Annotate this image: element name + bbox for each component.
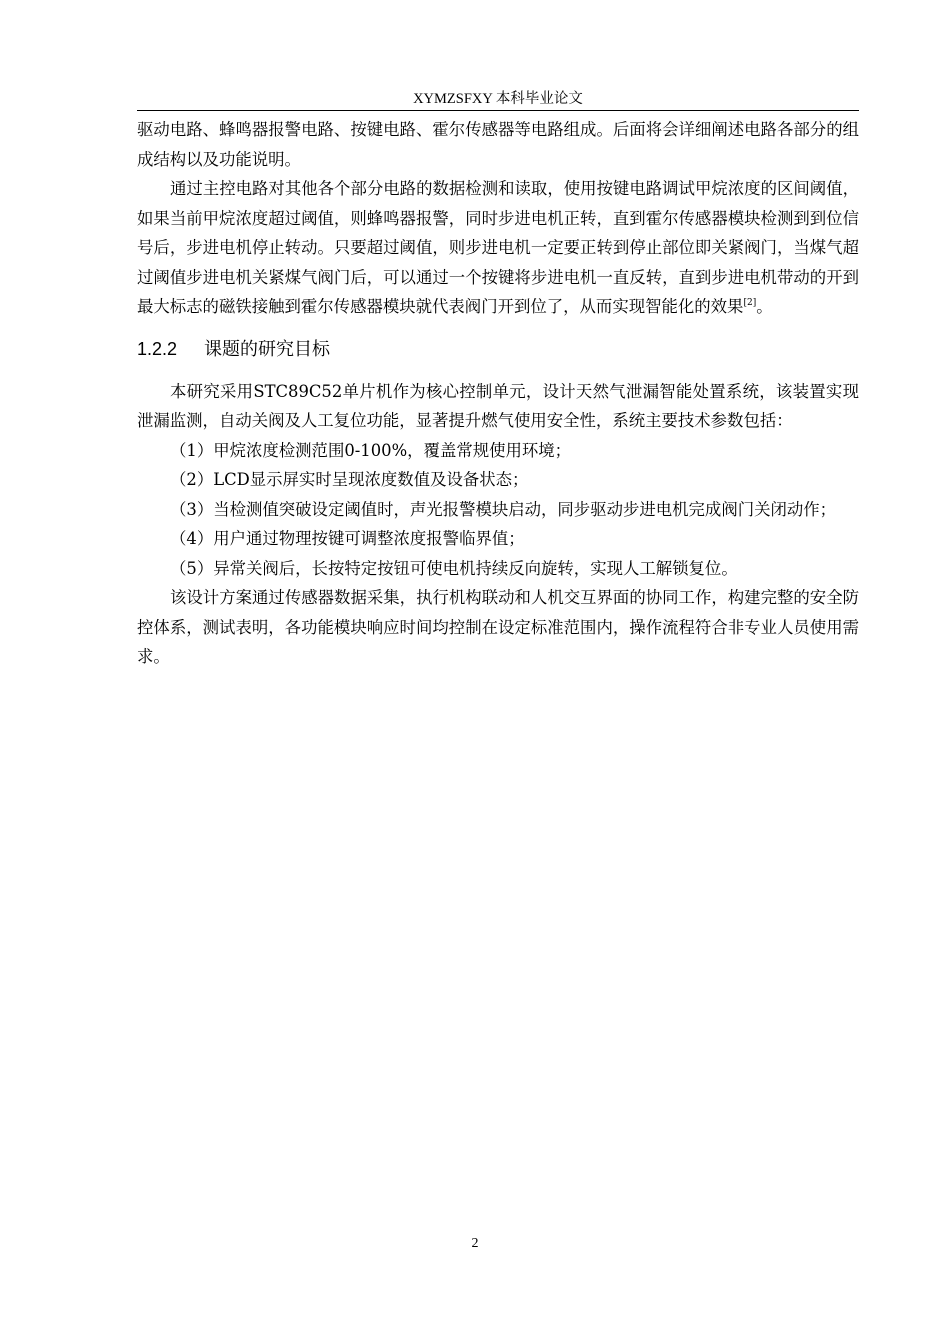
citation-reference: [2] xyxy=(743,298,757,308)
page-header xyxy=(137,88,859,111)
body-paragraph: 该设计方案通过传感器数据采集，执行机构联动和人机交互界面的协同工作，构建完整的安全防控体系，测试表明，各功能模块响应时间均控制在设定标准范围内，操作流程符合非专业人员使用需求。 xyxy=(137,588,859,666)
list-item: （5）异常关阀后，长按特定按钮可使电机持续反向旋转，实现人工解锁复位。 xyxy=(170,558,738,578)
section-number: 1.2.2 xyxy=(137,338,178,359)
list-item: （3）当检测值突破设定阈值时，声光报警模块启动，同步驱动步进电机完成阀门关闭动作； xyxy=(170,499,837,519)
paragraph-end: 。 xyxy=(756,297,773,316)
list-item: （2）LCD显示屏实时呈现浓度数值及设备状态； xyxy=(170,470,529,489)
header-title: XYMZSFXY 本科毕业论文 xyxy=(413,91,583,107)
document-body xyxy=(137,115,859,672)
body-paragraph: 驱动电路、蜂鸣器报警电路、按键电路、霍尔传感器等电路组成。后面将会详细阐述电路各部分的组成结构以及功能说明。 xyxy=(137,120,859,169)
section-title: 课题的研究目标 xyxy=(204,338,330,360)
section-heading xyxy=(137,333,859,366)
body-paragraph xyxy=(137,174,859,322)
list-item: （1）甲烷浓度检测范围0-100%，覆盖常规使用环境； xyxy=(170,440,572,460)
page-number: 2 xyxy=(471,1236,479,1251)
body-paragraph: 本研究采用STC89C52单片机作为核心控制单元，设计天然气泄漏智能处置系统，该装置实现泄漏监测，自动关阀及人工复位功能，显著提升燃气使用安全性，系统主要技术参数包括： xyxy=(137,381,859,430)
paragraph-text: 通过主控电路对其他各个部分电路的数据检测和读取，使用按键电路调试甲烷浓度的区间阈值，如果当前甲烷浓度超过阈值，则蜂鸣器报警，同时步进电机正转，直到霍尔传感器模块检测到到位信号后，步进电机停止转动。只要超过阈值，则步进电机一定要正转到停止部位即关紧阀门，当煤气超过阈值步进电机关紧煤气阀门后，可以通过一个按键将步进电机一直反转，直到步进电机带动的开到最大标志的磁铁接触到霍尔传感器模块就代表阀门开到位了，从而实现智能化的效果 xyxy=(137,179,859,316)
list-item: （4）用户通过物理按键可调整浓度报警临界值； xyxy=(170,529,525,548)
